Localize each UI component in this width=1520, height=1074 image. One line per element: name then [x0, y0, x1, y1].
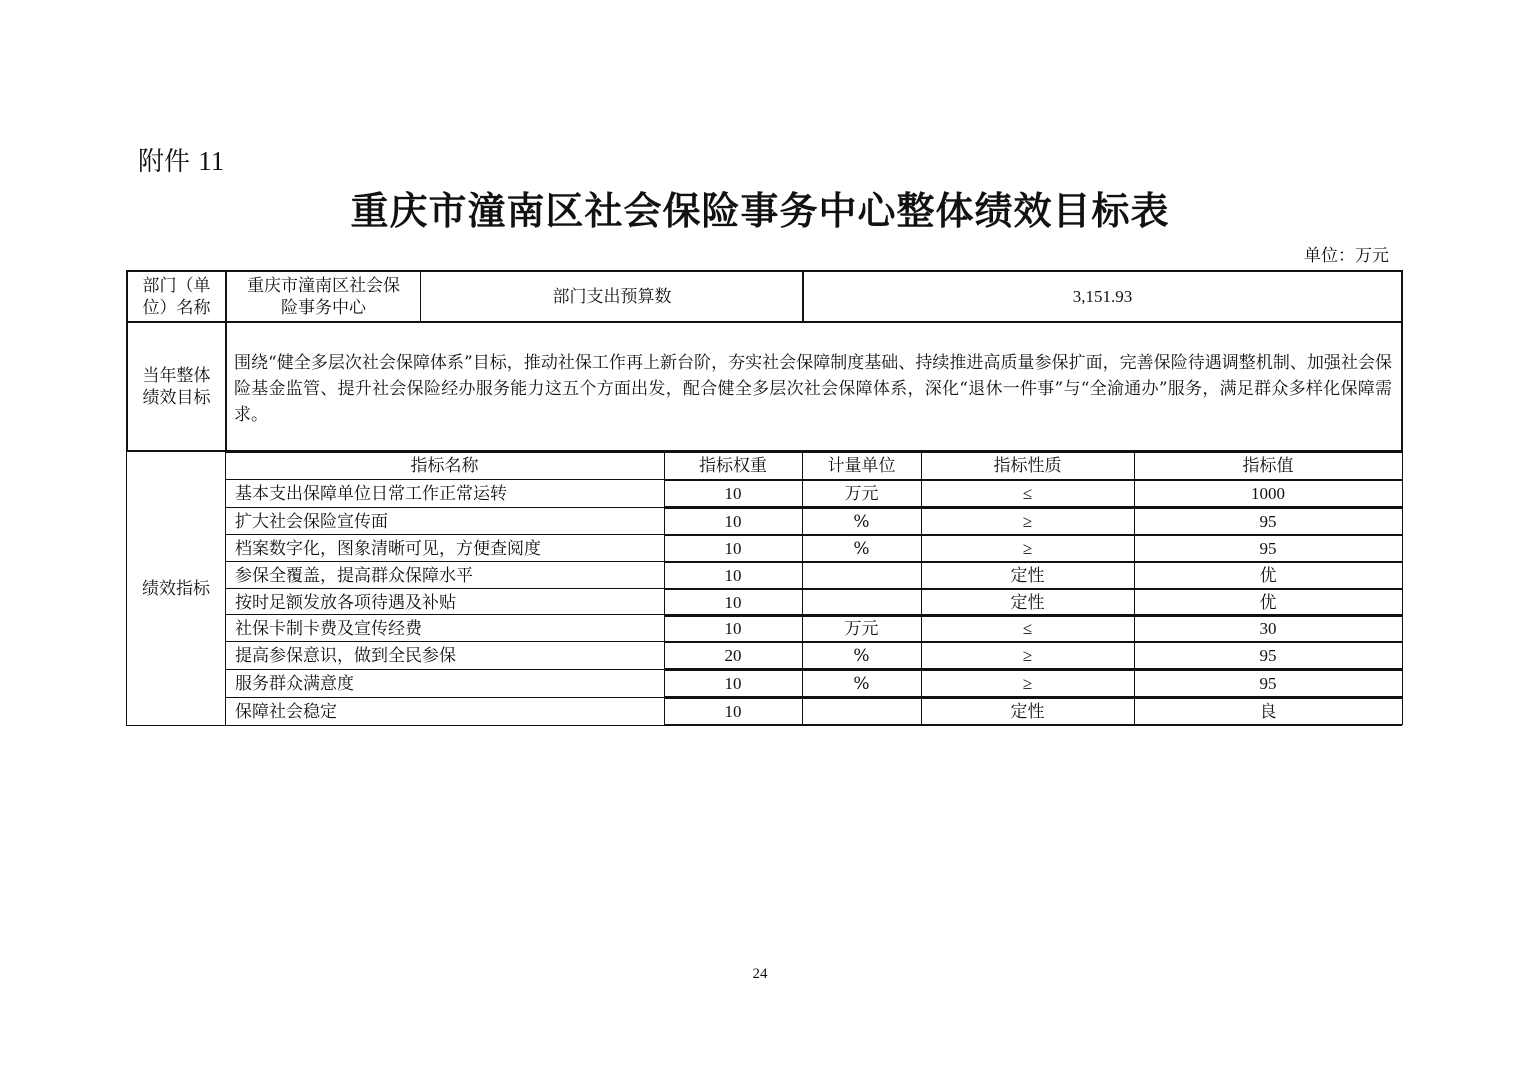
dept-label-line2: 位）名称: [142, 297, 211, 318]
indicator-header-cell: 计量单位: [827, 455, 896, 476]
indicator-nature-cell: ≤: [1022, 618, 1033, 638]
indicator-value-cell: 优: [1259, 592, 1277, 612]
indicator-nature-cell: 定性: [1010, 701, 1045, 721]
dept-name-col-line: [420, 270, 421, 321]
indicator-row-col-line: [1402, 534, 1403, 562]
budget-label: 部门支出预算数: [552, 286, 672, 307]
indicator-unit-cell: 万元: [844, 483, 879, 504]
indicator-section-label: 绩效指标: [142, 578, 210, 599]
attachment-number: 11: [198, 146, 225, 176]
indicator-unit-cell: %: [853, 673, 870, 694]
budget-value: 3,151.93: [1072, 286, 1133, 306]
indicator-name-cell: 基本支出保障单位日常工作正常运转: [235, 483, 507, 504]
indicator-name-cell: 服务群众满意度: [235, 673, 354, 694]
indicator-row-col-line: [1402, 669, 1403, 697]
indicator-weight-cell: 10: [724, 701, 742, 721]
indicator-nature-cell: ≥: [1022, 511, 1033, 531]
indicator-nature-cell: 定性: [1010, 565, 1045, 585]
indicator-unit-cell: %: [853, 538, 870, 559]
indicator-weight-cell: 10: [724, 592, 742, 612]
indicator-header-cell: 指标权重: [699, 455, 767, 476]
indicator-unit-cell: [802, 698, 921, 725]
indicator-value-cell: 1000: [1251, 483, 1285, 503]
indicator-value-cell: 95: [1259, 538, 1277, 558]
unit-label: 单位：万元: [1304, 246, 1389, 266]
indicator-value-cell: 95: [1259, 645, 1277, 665]
document-title: 重庆市潼南区社会保险事务中心整体绩效目标表: [350, 189, 1170, 233]
indicator-weight-cell: 10: [724, 673, 742, 693]
indicator-row-col-line: [1402, 588, 1403, 616]
indicator-weight-cell: 20: [724, 645, 742, 665]
indicator-name-cell: 档案数字化，图象清晰可见，方便查阅度: [235, 538, 541, 559]
summary-row-divider: [126, 321, 1403, 323]
indicator-header-col-line: [1402, 452, 1403, 479]
indicator-name-cell: 提高参保意识，做到全民参保: [235, 645, 456, 666]
indicator-row-col-line: [1402, 479, 1403, 507]
goal-text: 围绕“健全多层次社会保障体系”目标，推动社保工作再上新台阶，夯实社会保障制度基础、持续推进高质量参保扩面，完善保险待遇调整机制、加强社会保险基金监管、提升社会保险经办服务能力这五个方面出发，配合健全多层次社会保障体系，深化“退休一件事”与“全渝通办”服务，满足群众多样化保障需求。: [234, 353, 1392, 425]
indicator-name-cell: 按时足额发放各项待遇及补贴: [235, 592, 456, 613]
indicator-weight-cell: 10: [724, 538, 742, 558]
indicator-value-cell: 95: [1259, 511, 1277, 531]
indicator-header-cell: 指标名称: [410, 455, 479, 476]
indicator-header-col-line: [802, 452, 803, 479]
indicator-nature-cell: ≤: [1022, 483, 1033, 503]
indicator-name-cell: 扩大社会保险宣传面: [235, 511, 388, 532]
indicator-value-cell: 优: [1259, 565, 1277, 585]
indicator-nature-cell: 定性: [1010, 592, 1045, 612]
indicator-unit-cell: [802, 562, 921, 589]
indicator-weight-cell: 10: [724, 618, 742, 638]
indicator-header-cell: 指标值: [1242, 455, 1294, 476]
indicator-row-col-line: [1402, 614, 1403, 642]
indicator-nature-cell: ≥: [1022, 645, 1033, 665]
indicator-nature-cell: ≥: [1022, 538, 1033, 558]
page-number: 24: [752, 966, 768, 982]
indicator-header-col-line: [921, 452, 922, 479]
indicator-header-col-line: [1134, 452, 1135, 479]
indicator-unit-cell: 万元: [844, 618, 879, 639]
indicator-value-cell: 30: [1259, 618, 1277, 638]
dept-name-line1: 重庆市潼南区社会保: [247, 275, 400, 296]
indicator-nature-cell: ≥: [1022, 673, 1033, 693]
indicator-unit-cell: [802, 589, 921, 616]
budget-label-cell: [422, 272, 802, 321]
indicator-weight-cell: 10: [724, 565, 742, 585]
indicator-weight-cell: 10: [724, 511, 742, 531]
indicator-row-col-line: [1402, 697, 1403, 725]
goal-label-line2: 绩效目标: [142, 387, 211, 408]
indicator-header-cell: 指标性质: [993, 455, 1062, 476]
dept-name-line2: 险事务中心: [281, 297, 366, 318]
budget-value-cell: [804, 272, 1401, 321]
attachment-label: [138, 144, 224, 179]
indicator-name-cell: 社保卡制卡费及宣传经费: [235, 618, 422, 639]
indicator-unit-cell: %: [853, 645, 870, 666]
dept-label-line1: 部门（单: [142, 275, 211, 296]
indicator-value-cell: 95: [1259, 673, 1277, 693]
goal-label-line1: 当年整体: [142, 365, 211, 386]
indicator-name-cell: 保障社会稳定: [235, 701, 337, 722]
attachment-label-text: 附件: [138, 147, 191, 177]
indicator-header-col-line: [664, 452, 665, 479]
indicator-weight-cell: 10: [724, 483, 742, 503]
indicator-unit-cell: %: [853, 511, 870, 532]
indicator-row-col-line: [1402, 561, 1403, 589]
dept-name-cell: [227, 272, 420, 321]
indicator-value-cell: 良: [1259, 701, 1277, 721]
dept-label-cell: [128, 272, 225, 321]
goal-label-cell: [128, 323, 225, 450]
indicator-row-col-line: [1402, 507, 1403, 535]
indicator-bottom-left: [126, 725, 664, 726]
indicator-row-col-line: [1402, 641, 1403, 669]
indicator-name-cell: 参保全覆盖，提高群众保障水平: [235, 565, 473, 586]
